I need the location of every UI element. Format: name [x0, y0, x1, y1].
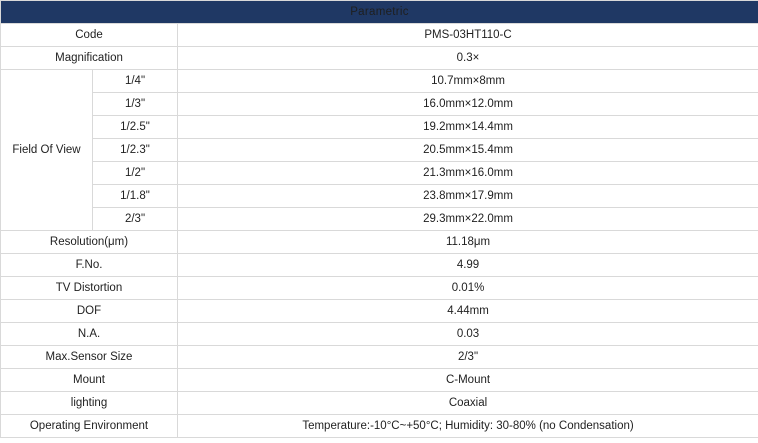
row-value: 2/3": [178, 346, 758, 369]
row-label: Operating Environment: [1, 415, 178, 438]
row-label: DOF: [1, 300, 178, 323]
table-row-fov-1-2-3: [1, 139, 758, 162]
row-label: Max.Sensor Size: [1, 346, 178, 369]
table-row-operating-environment: [1, 415, 758, 438]
sensor-format-label: 1/1.8": [93, 185, 178, 208]
table-title-row: [1, 1, 758, 24]
row-label: Mount: [1, 369, 178, 392]
table-row-fov-2-3: [1, 208, 758, 231]
row-value: 19.2mm×14.4mm: [178, 116, 758, 139]
row-value: 20.5mm×15.4mm: [178, 139, 758, 162]
row-value: Coaxial: [178, 392, 758, 415]
table-row-mount: [1, 369, 758, 392]
row-label: F.No.: [1, 254, 178, 277]
sensor-format-label: 1/2.5": [93, 116, 178, 139]
row-label: Resolution(μm): [1, 231, 178, 254]
row-value: 11.18μm: [178, 231, 758, 254]
table-row-fov-1-2-5: [1, 116, 758, 139]
table-row-dof: [1, 300, 758, 323]
row-value: C-Mount: [178, 369, 758, 392]
table-row-code: [1, 24, 758, 47]
sensor-format-label: 1/3": [93, 93, 178, 116]
table-row-fov-1-1-8: [1, 185, 758, 208]
sensor-format-label: 1/2": [93, 162, 178, 185]
row-label: Code: [1, 24, 178, 47]
table-row-max-sensor-size: [1, 346, 758, 369]
row-value: PMS-03HT110-C: [178, 24, 758, 47]
field-of-view-label: Field Of View: [1, 70, 93, 231]
row-label: Magnification: [1, 47, 178, 70]
table-row-resolution: [1, 231, 758, 254]
sensor-format-label: 1/2.3": [93, 139, 178, 162]
table-row-fov-1-3: [1, 93, 758, 116]
row-value: 23.8mm×17.9mm: [178, 185, 758, 208]
sensor-format-label: 1/4": [93, 70, 178, 93]
page-title: Parametric: [1, 1, 758, 24]
row-value: Temperature:-10°C~+50°C; Humidity: 30-80% (no Condensation): [178, 415, 758, 438]
row-value: 0.3×: [178, 47, 758, 70]
row-value: 4.99: [178, 254, 758, 277]
row-label: N.A.: [1, 323, 178, 346]
row-value: 16.0mm×12.0mm: [178, 93, 758, 116]
table-row-na: [1, 323, 758, 346]
table-row-fov-1-4: [1, 70, 758, 93]
row-value: 0.03: [178, 323, 758, 346]
row-value: 29.3mm×22.0mm: [178, 208, 758, 231]
row-value: 4.44mm: [178, 300, 758, 323]
row-label: lighting: [1, 392, 178, 415]
table-row-lighting: [1, 392, 758, 415]
row-value: 0.01%: [178, 277, 758, 300]
row-label: TV Distortion: [1, 277, 178, 300]
table-row-tv-distortion: [1, 277, 758, 300]
table-row-fov-1-2: [1, 162, 758, 185]
table-row-magnification: [1, 47, 758, 70]
table-row-fno: [1, 254, 758, 277]
row-value: 21.3mm×16.0mm: [178, 162, 758, 185]
sensor-format-label: 2/3": [93, 208, 178, 231]
row-value: 10.7mm×8mm: [178, 70, 758, 93]
